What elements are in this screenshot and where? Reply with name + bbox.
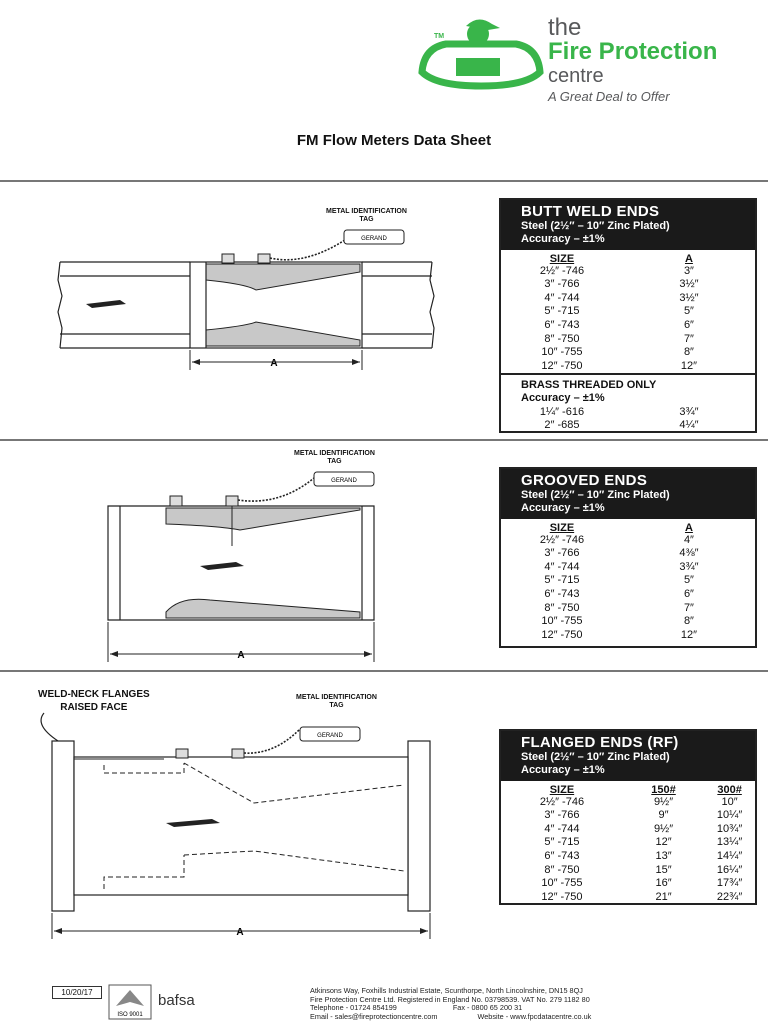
table-cell-a: 3½″ bbox=[679, 278, 699, 291]
table-row bbox=[501, 796, 755, 810]
tag-text: GERAND bbox=[331, 478, 357, 484]
spec-title: GROOVED ENDS bbox=[521, 472, 648, 489]
table-cell-size: 10″ -755 bbox=[541, 346, 583, 359]
spec-accuracy: Accuracy – ±1% bbox=[521, 763, 605, 776]
table-cell-c150: 9½″ bbox=[653, 822, 674, 835]
table-cell-c300: 10″ bbox=[721, 795, 738, 808]
table-cell-a: 3½″ bbox=[679, 291, 699, 304]
table-cell-c150: 15″ bbox=[655, 863, 672, 876]
table-cell-size: 8″ -750 bbox=[544, 601, 580, 614]
tag-callout: METAL IDENTIFICATION TAG bbox=[326, 208, 407, 223]
bafsa-logo: bafsa bbox=[158, 992, 195, 1009]
table-cell-size: 1¼″ -616 bbox=[539, 405, 585, 418]
table-row bbox=[501, 561, 755, 575]
column-header-size: SIZE bbox=[549, 783, 575, 796]
brass-accuracy: Accuracy – ±1% bbox=[521, 392, 605, 405]
table-cell-c150: 9″ bbox=[658, 809, 669, 822]
table-cell-c300: 22¾″ bbox=[716, 890, 743, 903]
butt-weld-spec-box bbox=[499, 198, 757, 433]
trademark-mark: TM bbox=[434, 33, 445, 40]
table-row bbox=[501, 823, 755, 837]
tag-text: GERAND bbox=[317, 733, 343, 739]
table-cell-size: 5″ -715 bbox=[544, 836, 580, 849]
spec-header bbox=[501, 469, 755, 519]
table-row bbox=[501, 574, 755, 588]
table-cell-size: 5″ -715 bbox=[544, 574, 580, 587]
grooved-spec-box bbox=[499, 467, 757, 648]
butt-weld-meter-drawing bbox=[56, 200, 436, 380]
table-cell-a: 7″ bbox=[683, 601, 694, 614]
table-row bbox=[501, 292, 755, 306]
tag-text: GERAND bbox=[361, 236, 387, 242]
table-cell-c300: 10¾″ bbox=[716, 822, 743, 835]
table-cell-size: 2½″ -746 bbox=[539, 533, 585, 546]
iso-certification-logo bbox=[108, 984, 152, 1020]
document-date: 10/20/17 bbox=[52, 986, 102, 999]
section-divider bbox=[0, 439, 768, 441]
brass-size-table bbox=[501, 406, 755, 433]
table-cell-c300: 14¼″ bbox=[716, 849, 743, 862]
section-divider bbox=[0, 670, 768, 672]
table-cell-c300: 16¼″ bbox=[716, 863, 743, 876]
spec-accuracy: Accuracy – ±1% bbox=[521, 232, 605, 245]
flanged-spec-box bbox=[499, 729, 757, 905]
table-cell-a: 6″ bbox=[683, 587, 694, 600]
table-row bbox=[501, 333, 755, 347]
table-row bbox=[501, 360, 755, 374]
table-cell-a: 3¾″ bbox=[679, 560, 699, 573]
table-row bbox=[501, 305, 755, 319]
table-row bbox=[501, 615, 755, 629]
table-row bbox=[501, 346, 755, 360]
table-cell-size: 2″ -685 bbox=[544, 419, 580, 432]
column-header-a: A bbox=[684, 521, 693, 534]
table-cell-size: 12″ -750 bbox=[541, 359, 583, 372]
table-cell-size: 3″ -766 bbox=[544, 278, 580, 291]
dimension-label: A bbox=[270, 358, 278, 369]
table-cell-a: 12″ bbox=[680, 628, 698, 641]
table-cell-a: 7″ bbox=[683, 332, 694, 345]
table-row bbox=[501, 265, 755, 279]
iso-text: ISO 9001 bbox=[117, 1012, 143, 1018]
table-row bbox=[501, 534, 755, 548]
table-cell-size: 2½″ -746 bbox=[539, 795, 585, 808]
grooved-size-table bbox=[501, 519, 755, 643]
table-cell-size: 3″ -766 bbox=[544, 547, 580, 560]
table-cell-a: 4″ bbox=[683, 533, 694, 546]
table-cell-size: 5″ -715 bbox=[544, 305, 580, 318]
table-cell-a: 6″ bbox=[683, 318, 694, 331]
table-row bbox=[501, 278, 755, 292]
logo-tagline: A Great Deal to Offer bbox=[548, 89, 670, 104]
spec-accuracy: Accuracy – ±1% bbox=[521, 501, 605, 514]
company-address: Atkinsons Way, Foxhills Industrial Estate, Scunthorpe, North Lincolnshire, DN15 8QJ bbox=[310, 986, 583, 995]
table-cell-size: 2½″ -746 bbox=[539, 264, 585, 277]
table-cell-c150: 13″ bbox=[655, 849, 672, 862]
table-row bbox=[501, 588, 755, 602]
table-cell-size: 6″ -743 bbox=[544, 587, 580, 600]
spec-title: BUTT WELD ENDS bbox=[521, 203, 660, 220]
table-cell-a: 5″ bbox=[683, 305, 694, 318]
table-row bbox=[501, 406, 755, 420]
table-cell-c300: 10¼″ bbox=[716, 809, 743, 822]
table-cell-a: 5″ bbox=[683, 574, 694, 587]
table-row bbox=[501, 419, 755, 433]
table-row bbox=[501, 602, 755, 616]
column-header-size: SIZE bbox=[549, 521, 575, 534]
table-cell-a: 3″ bbox=[683, 264, 694, 277]
column-header-size: SIZE bbox=[549, 252, 575, 265]
tag-callout: METAL IDENTIFICATION TAG bbox=[296, 694, 377, 709]
table-cell-size: 3″ -766 bbox=[544, 809, 580, 822]
email-link[interactable]: Email - sales@fireprotectioncentre.com bbox=[310, 1011, 438, 1021]
table-cell-size: 12″ -750 bbox=[541, 890, 583, 903]
table-cell-a: 8″ bbox=[683, 346, 694, 359]
table-cell-a: 4¼″ bbox=[679, 419, 699, 432]
column-header-150: 150# bbox=[651, 783, 676, 796]
table-cell-a: 8″ bbox=[683, 615, 694, 628]
spec-header bbox=[501, 731, 755, 781]
table-cell-c150: 9½″ bbox=[653, 795, 674, 808]
table-cell-a: 3¾″ bbox=[679, 405, 699, 418]
table-row bbox=[501, 319, 755, 333]
table-cell-c150: 12″ bbox=[655, 836, 672, 849]
dimension-label: A bbox=[236, 927, 244, 938]
table-cell-size: 12″ -750 bbox=[541, 628, 583, 641]
table-row bbox=[501, 629, 755, 643]
grooved-meter-drawing bbox=[100, 470, 390, 670]
table-row bbox=[501, 891, 755, 905]
table-cell-size: 8″ -750 bbox=[544, 332, 580, 345]
table-cell-c300: 17¾″ bbox=[716, 877, 743, 890]
dimension-label: A bbox=[237, 650, 245, 661]
spec-material: Steel (2½″ – 10″ Zinc Plated) bbox=[521, 220, 670, 233]
column-header-a: A bbox=[684, 252, 693, 265]
table-cell-a: 4⅜″ bbox=[679, 547, 699, 560]
table-row bbox=[501, 809, 755, 823]
spec-material: Steel (2½″ – 10″ Zinc Plated) bbox=[521, 751, 670, 764]
company-contact-block bbox=[310, 987, 591, 1021]
page-title: FM Flow Meters Data Sheet bbox=[296, 132, 492, 149]
logo-text-centre: centre bbox=[548, 65, 604, 87]
logo-text-the: the bbox=[548, 14, 582, 41]
spec-header bbox=[501, 200, 755, 250]
company-registration: Fire Protection Centre Ltd. Registered in England No. 03798539. VAT No. 279 1182 80 bbox=[310, 994, 590, 1004]
flanged-meter-drawing bbox=[4, 705, 444, 945]
brass-title: BRASS THREADED ONLY bbox=[521, 379, 657, 392]
table-cell-size: 8″ -750 bbox=[544, 863, 580, 876]
table-row bbox=[501, 836, 755, 850]
telephone: Telephone - 01724 854199 bbox=[310, 1003, 397, 1013]
table-row bbox=[501, 877, 755, 891]
table-cell-c150: 21″ bbox=[655, 890, 672, 903]
table-row bbox=[501, 547, 755, 561]
column-header-300: 300# bbox=[717, 783, 742, 796]
website-link[interactable]: Website - www.fpcdatacentre.co.uk bbox=[477, 1011, 592, 1021]
spec-material: Steel (2½″ – 10″ Zinc Plated) bbox=[521, 489, 670, 502]
tag-callout: METAL IDENTIFICATION TAG bbox=[294, 450, 375, 465]
logo-text-fire-protection: Fire Protection bbox=[548, 38, 718, 65]
brass-threaded-section bbox=[501, 373, 755, 435]
flanged-size-table bbox=[501, 781, 755, 905]
table-cell-size: 6″ -743 bbox=[544, 849, 580, 862]
table-cell-a: 12″ bbox=[680, 359, 698, 372]
fire-protection-centre-logo bbox=[416, 14, 546, 90]
fax: Fax - 0800 65 200 31 bbox=[452, 1003, 523, 1013]
table-cell-c150: 16″ bbox=[655, 877, 672, 890]
table-cell-size: 6″ -743 bbox=[544, 318, 580, 331]
weld-neck-flanges-label: WELD-NECK FLANGES RAISED FACE bbox=[38, 689, 150, 713]
table-cell-size: 4″ -744 bbox=[544, 560, 580, 573]
table-cell-size: 4″ -744 bbox=[544, 291, 580, 304]
table-cell-c300: 13¼″ bbox=[716, 836, 743, 849]
table-cell-size: 10″ -755 bbox=[541, 615, 583, 628]
spec-title: FLANGED ENDS (RF) bbox=[521, 734, 679, 751]
table-cell-size: 4″ -744 bbox=[544, 822, 580, 835]
table-row bbox=[501, 864, 755, 878]
table-cell-size: 10″ -755 bbox=[541, 877, 583, 890]
butt-weld-size-table bbox=[501, 250, 755, 374]
table-row bbox=[501, 850, 755, 864]
section-divider bbox=[0, 180, 768, 182]
